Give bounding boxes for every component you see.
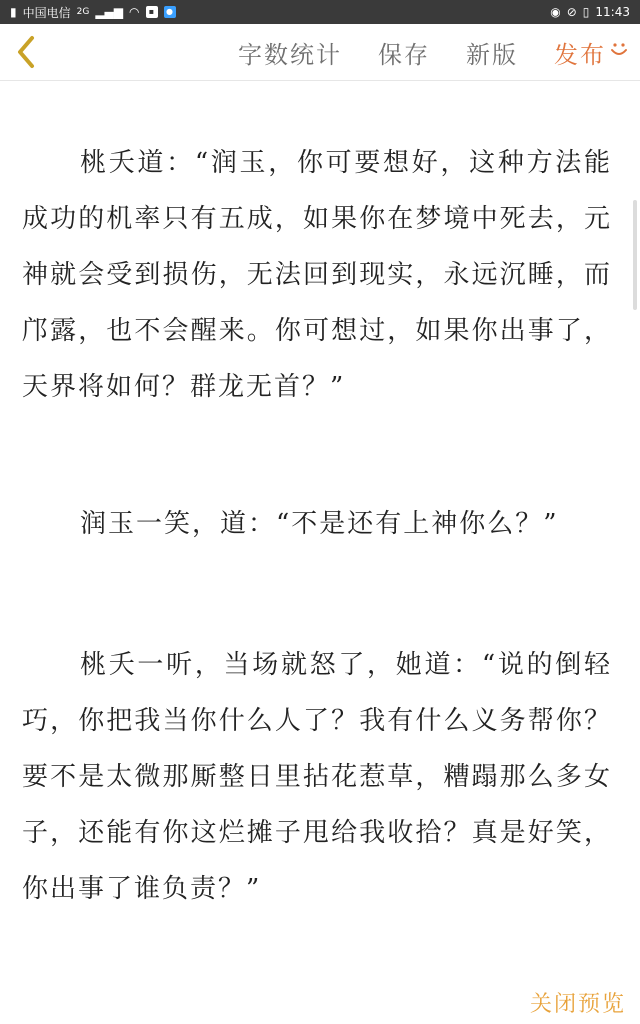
publish-button[interactable]: 发布 (554, 40, 606, 69)
save-button[interactable]: 保存 (378, 40, 430, 69)
network-label: 2G (76, 7, 90, 17)
notification-badge-icon: ● (164, 6, 176, 18)
nav-actions (238, 24, 606, 80)
signal-icon: ▮ (10, 5, 17, 19)
paragraph-2: 润玉一笑，道：“不是还有上神你么？” (80, 509, 559, 539)
clock-label: 11:43 (595, 5, 630, 19)
smile-icon (608, 38, 630, 60)
new-version-button[interactable]: 新版 (466, 40, 518, 69)
status-bar (0, 0, 640, 24)
eye-icon: ◉ (550, 5, 561, 19)
close-preview-button[interactable]: 关闭预览 (529, 992, 626, 1017)
status-bar-right (550, 5, 630, 19)
carrier-label: 中国电信 (22, 5, 71, 20)
status-bar-left (10, 4, 176, 21)
back-button[interactable] (8, 32, 44, 72)
paragraph-1: 桃夭道：“润玉，你可要想好，这种方法能成功的机率只有五成，如果你在梦境中死去，元神就会受到损伤，无法回到现实，永远沉睡，而邝露，也不会醒来。你可想过，如果你出事了，天界将如何？群龙无首？” (22, 148, 612, 402)
paragraph-3: 桃夭一听，当场就怒了，她道：“说的倒轻巧，你把我当你什么人了？我有什么义务帮你？要不是太微那厮整日里拈花惹草，糟蹋那么多女子，还能有你这烂摊子甩给我收拾？真是好笑，你出事了谁负责？” (22, 650, 612, 904)
wifi-icon: ◠ (129, 5, 140, 19)
article-preview (0, 81, 640, 981)
app-badge-icon: ▪ (146, 6, 158, 18)
mute-icon: ⊘ (566, 5, 577, 19)
chevron-left-icon (14, 34, 38, 70)
word-count-button[interactable]: 字数统计 (238, 40, 342, 69)
top-navbar (0, 24, 640, 81)
battery-icon: ▯ (582, 5, 590, 19)
signal-bars-icon: ▂▄▆ (95, 5, 124, 19)
scrollbar[interactable] (633, 200, 637, 310)
